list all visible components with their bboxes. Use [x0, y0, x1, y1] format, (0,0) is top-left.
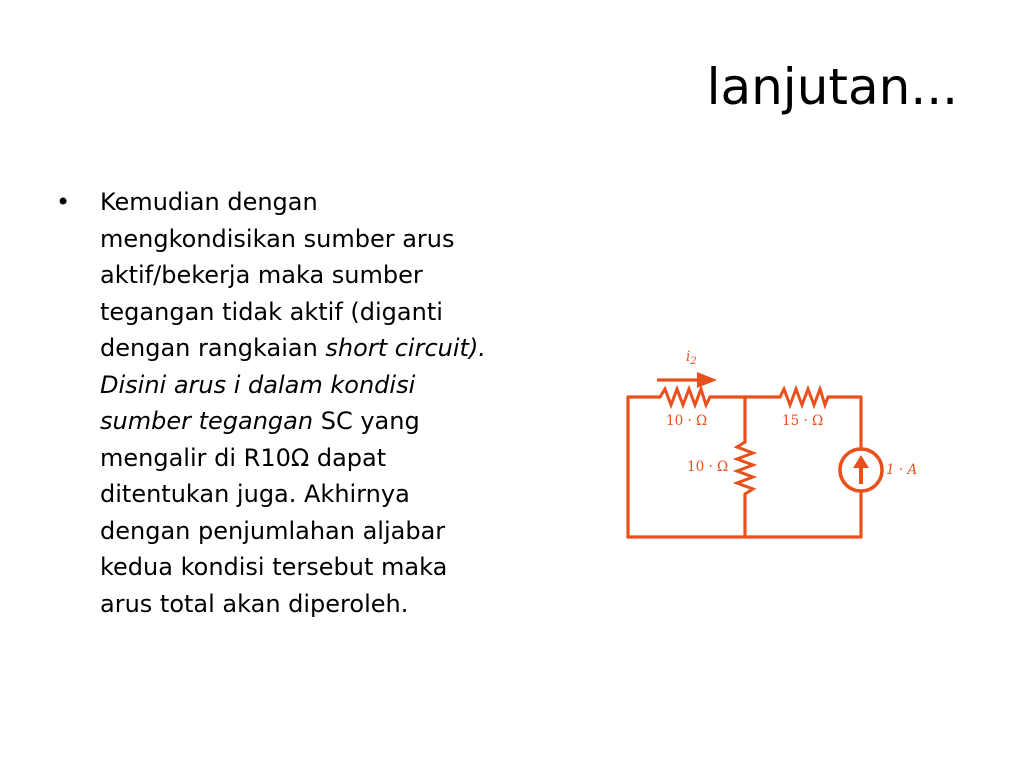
bullet-marker: •: [56, 188, 71, 216]
paragraph-run-3: SC yang mengalir di R10Ω dapat ditentukan juga. Akhirnya dengan penjumlahan aljabar kedua kondisi tersebut maka arus total akan diperoleh.: [100, 407, 448, 618]
resistor-icon: [660, 389, 710, 405]
r2-label: 15 · Ω: [782, 413, 824, 429]
r3-label: 10 · Ω: [687, 459, 729, 475]
current-label: $i_2$: [686, 349, 697, 367]
slide-title: lanjutan...: [706, 58, 958, 116]
bullet-paragraph: [100, 184, 496, 622]
wire-right-top: [828, 397, 861, 449]
paragraph-run-2-italic: short circuit). Disini arus i dalam kondisi sumber tegangan: [100, 334, 486, 435]
r1-label: 10 · Ω: [666, 413, 708, 429]
bullet-item: [56, 184, 496, 622]
current-arrow-icon: [657, 372, 717, 388]
circuit-diagram: [620, 342, 930, 546]
current-source-icon: [840, 449, 882, 491]
wire-left-top: [628, 397, 660, 537]
resistor-icon: [780, 389, 828, 405]
resistor-icon: [737, 442, 753, 494]
paragraph-run-1: Kemudian dengan mengkondisikan sumber arus aktif/bekerja maka sumber tegangan tidak aktif (diganti dengan rangkaian: [100, 188, 455, 362]
source-label: 1 · A: [886, 462, 918, 478]
